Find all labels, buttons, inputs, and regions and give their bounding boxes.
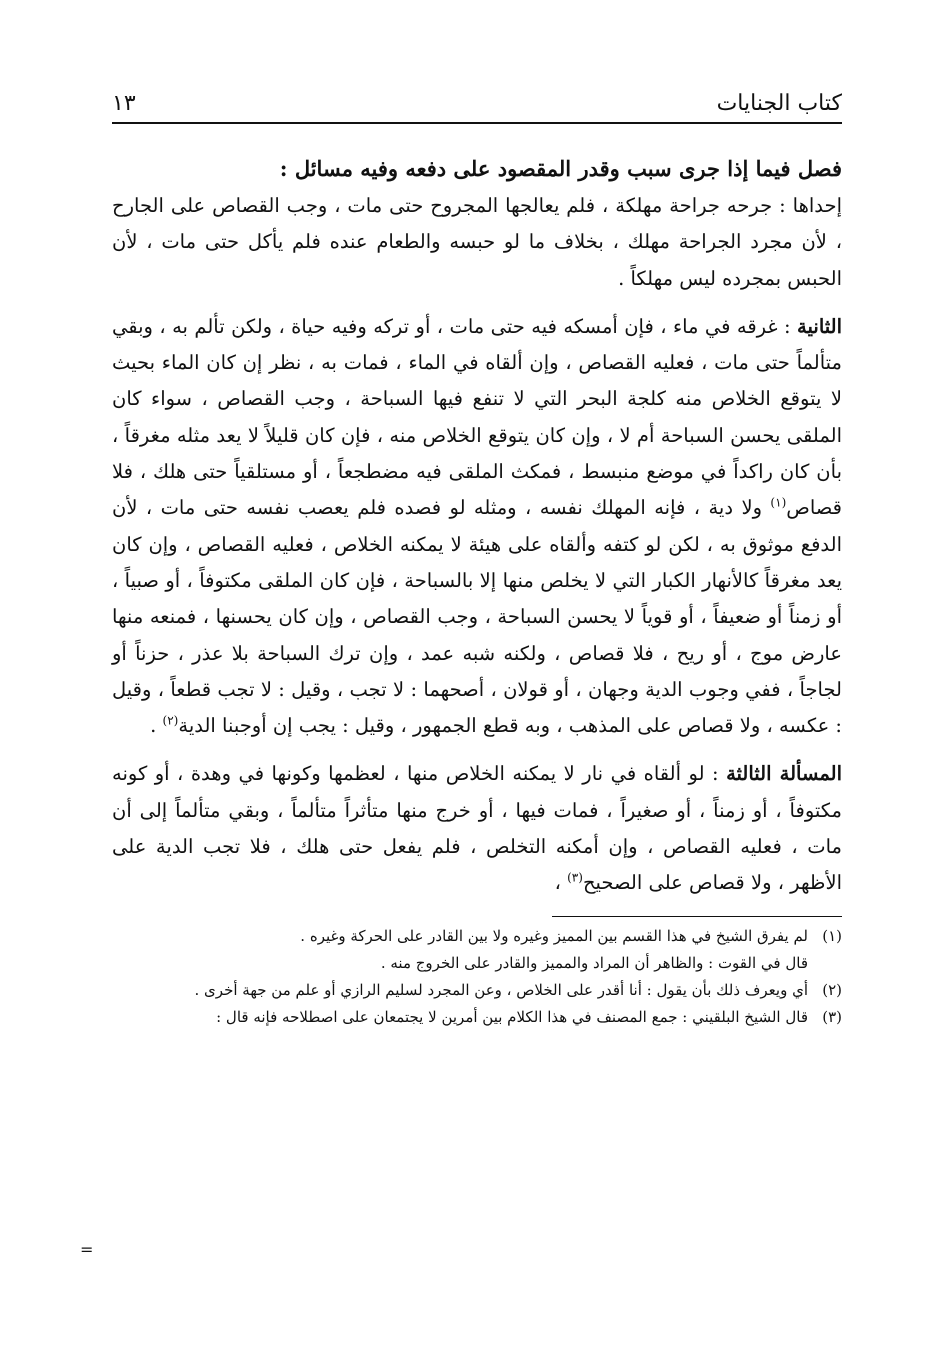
footnote-number: (١) xyxy=(822,926,842,945)
footnote-text: أي ويعرف ذلك بأن يقول : أنا أقدر على الخلاص ، وعن المجرد لسليم الرازي أو علم من جهة أخرى . xyxy=(194,980,808,999)
footnote-ref-2[interactable]: (٢) xyxy=(162,713,179,728)
paragraph-text: : لو ألقاه في نار لا يمكنه الخلاص منها ، لعظمها وكونها في وهدة ، أو كونه مكتوفاً ، أو زمناً ، أو صغيراً ، فمات فيها ، أو خرج منها متأثراً متألماً ، وبقي متألماً إلى أن مات ، فعليه القصاص ، وإن أمكنه التخلص ، فلم يفعل حتى هلك ، فلا تجب الدية على الأظهر ، ولا قصاص على الصحيح xyxy=(112,762,842,895)
footnote-text: قال الشيخ البلقيني : جمع المصنف في هذا الكلام بين أمرين لا يجتمعان على اصطلاحه فإنه قال : xyxy=(216,1007,808,1026)
paragraph-text: : غرقه في ماء ، فإن أمسكه فيه حتى مات ، أو تركه وفيه حياة ، ولكن تألم به ، وبقي متألماً حتى مات ، فعليه القصاص ، وإن ألقاه في الماء ، فمات به ، نظر إن كان الماء بحيث لا يتوقع الخلاص منه كلجة البحر التي لا تنفع فيها السباحة ، وجب القصاص ، سواء كان الملقى يحسن السباحة أم لا ، وإن كان يتوقع الخلاص منه ، فإن كان قليلاً لا يعد مثله مغرقاً ، بأن كان راكداً في موضع منبسط ، فمكث الملقى فيه مضطجعاً ، أو مستلقياً حتى هلك ، فلا قصاص xyxy=(112,314,842,520)
paragraph-third-issue xyxy=(112,756,842,901)
footnote-3 xyxy=(112,1004,842,1031)
paragraph-second-issue xyxy=(112,309,842,745)
book-page xyxy=(112,70,842,1031)
footnote-number: (٣) xyxy=(822,1007,842,1026)
footnote-text: لم يفرق الشيخ في هذا القسم بين المميز وغيره ولا بين القادر على الحركة وغيره . xyxy=(300,926,808,945)
section-heading: فصل فيما إذا جرى سبب وقدر المقصود على دفعه وفيه مسائل : xyxy=(279,156,842,181)
footnote-ref-1[interactable]: (١) xyxy=(770,495,787,510)
footnote-separator xyxy=(552,916,842,917)
header-rule xyxy=(112,122,842,124)
paragraph-lead-word: الثانية xyxy=(797,314,842,338)
footnote-1-continuation: قال في القوت : والظاهر أن المراد والمميز والقادر على الخروج منه . xyxy=(380,953,808,972)
paragraph-text: ولا دية ، فإنه المهلك نفسه ، ومثله لو فصده فلم يعصب نفسه حتى مات ، لأن الدفع موثوق به ، لكن لو كتفه وألقاه على هيئة لا يمكنه الخلاص ، فعليه القصاص ، وإن كان يعد مغرقاً كالأنهار الكبار التي لا يخلص منها إلا بالسباحة ، فإن كان الملقى مكتوفاً ، أو صبياً ، أو زمناً أو ضعيفاً ، أو قوياً لا يحسن السباحة ، وجب القصاص ، وإن كان يحسنها ، فمنعه منها عارض موج ، أو ريح ، فلا قصاص ، ولكنه شبه عمد ، وإن ترك السباحة بلا عذر ، حزناً أو لجاجاً ، ففي وجوب الدية وجهان ، أو قولان ، أصحهما : لا تجب ، وقيل : لا تجب قطعاً ، وقيل : عكسه ، ولا قصاص على المذهب ، وبه قطع الجمهور ، وقيل : يجب إن أوجبنا الدية xyxy=(112,496,842,738)
page-number: ١٣ xyxy=(112,91,136,116)
footnote-number: (٢) xyxy=(822,980,842,999)
footnote-2 xyxy=(112,977,842,1004)
footnote-1 xyxy=(112,923,842,950)
footnote-ref-3[interactable]: (٣) xyxy=(567,870,583,885)
footnotes xyxy=(112,923,842,1031)
paragraph-text: . xyxy=(150,714,163,738)
paragraph-text: ، xyxy=(554,871,568,895)
paragraph-lead-word: المسألة الثالثة xyxy=(726,762,842,786)
main-text xyxy=(112,150,842,902)
paragraph-first-issue: إحداها : جرحه جراحة مهلكة ، فلم يعالجها المجروح حتى مات ، وجب القصاص على الجارح ، لأن مجرد الجراحة مهلك ، بخلاف ما لو حبسه والطعام عنده فلم يأكل حتى مات ، لأن الحبس بمجرده ليس مهلكاً . xyxy=(112,194,842,290)
book-title: كتاب الجنايات xyxy=(716,91,842,116)
running-header xyxy=(112,70,842,116)
footnote-continuation-mark: = xyxy=(80,1240,94,1259)
